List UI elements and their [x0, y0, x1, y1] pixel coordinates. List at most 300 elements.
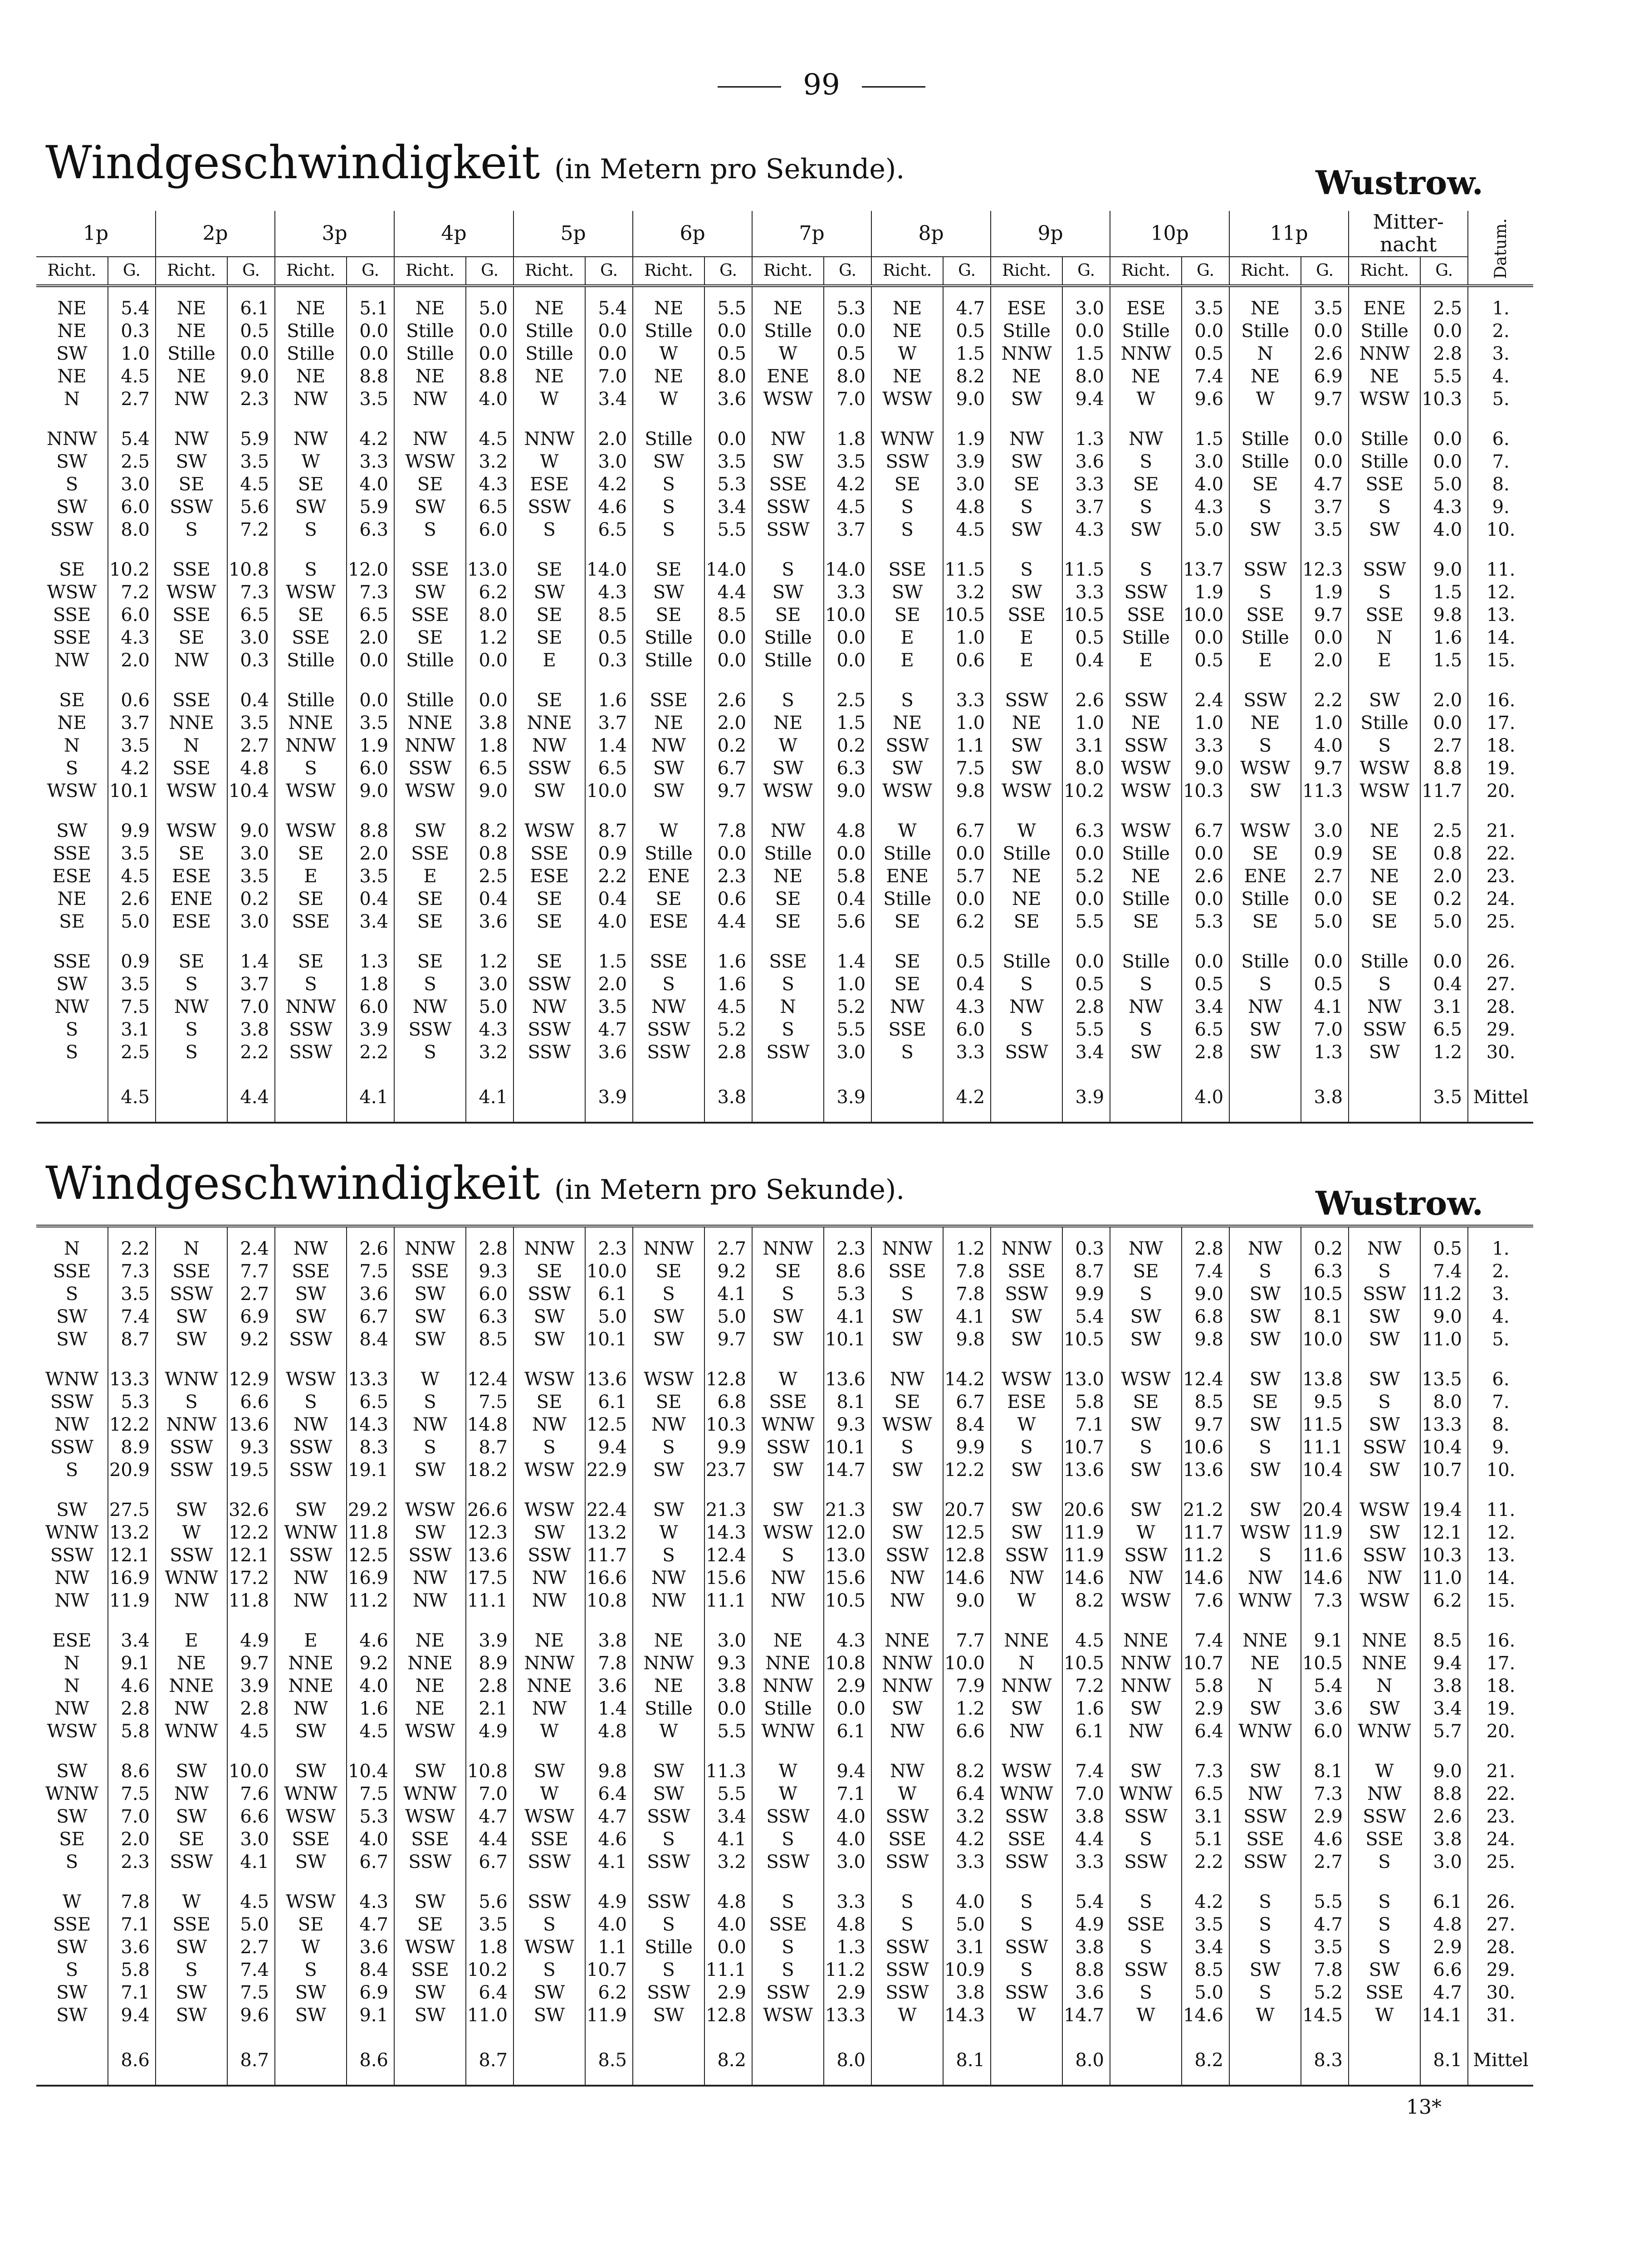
speed-cell: 8.5	[585, 604, 633, 626]
direction-cell: Stille	[275, 689, 347, 712]
speed-cell: 1.6	[1420, 626, 1468, 649]
spacer-cell	[633, 286, 704, 297]
spacer-cell	[1110, 1612, 1182, 1629]
spacer-cell	[1229, 1743, 1301, 1760]
direction-cell: NW	[156, 649, 227, 672]
spacer-cell	[752, 1226, 824, 1237]
speed-cell: 6.4	[1182, 1720, 1229, 1743]
spacer-cell	[1301, 802, 1349, 820]
direction-cell: Stille	[752, 1697, 824, 1720]
speed-cell: 4.3	[466, 1018, 513, 1041]
spacer-cell	[347, 1114, 394, 1123]
direction-cell: SW	[513, 1521, 585, 1544]
speed-cell: 10.5	[1062, 1652, 1110, 1675]
spacer-cell	[347, 672, 394, 689]
speed-cell: 4.8	[824, 820, 871, 842]
speed-cell: 2.8	[227, 1697, 275, 1720]
direction-cell: WSW	[275, 581, 347, 604]
spacer-cell	[585, 541, 633, 558]
day-row	[36, 626, 1533, 649]
speed-cell: 11.2	[347, 1589, 394, 1612]
date-cell: 20.	[1468, 780, 1533, 802]
date-cell: 8.	[1468, 1413, 1533, 1436]
speed-cell: 4.1	[824, 1305, 871, 1328]
direction-cell: NE	[991, 888, 1062, 910]
direction-cell: SSW	[1110, 1851, 1182, 1873]
direction-cell: NW	[871, 1567, 943, 1589]
speed-cell: 3.5	[1301, 518, 1349, 541]
direction-cell: NW	[1349, 1567, 1420, 1589]
direction-cell: SW	[633, 780, 704, 802]
speed-cell: 14.7	[1062, 2004, 1110, 2027]
direction-cell: NE	[57, 889, 87, 909]
speed-cell: 8.4	[347, 1328, 394, 1351]
direction-cell: S	[752, 1959, 824, 1981]
direction-cell: WSW	[871, 1413, 943, 1436]
direction-cell: SW	[1349, 518, 1420, 541]
speed-cell: 5.5	[704, 297, 752, 320]
direction-cell: SSE	[1349, 1828, 1420, 1851]
date-cell: 23.	[1468, 1805, 1533, 1828]
speed-cell: 5.3	[108, 1391, 156, 1413]
direction-cell: NE	[633, 1629, 704, 1652]
spacer-cell	[943, 1873, 991, 1891]
day-row	[36, 1041, 1533, 1064]
spacer-cell	[36, 802, 108, 820]
direction-cell: W	[752, 1783, 824, 1805]
day-row	[36, 973, 1533, 996]
spacer-cell	[1110, 672, 1182, 689]
spacer-cell	[943, 1743, 991, 1760]
direction-cell: NW	[513, 1567, 585, 1589]
direction-cell: SW	[156, 450, 227, 473]
richt-header: Richt.	[275, 257, 347, 286]
spacer-cell	[275, 1351, 347, 1368]
direction-cell: Stille	[752, 842, 824, 865]
speed-cell: 7.1	[824, 1783, 871, 1805]
speed-cell: 12.1	[108, 1544, 156, 1567]
date-cell: 9.	[1468, 496, 1533, 518]
speed-cell: 6.0	[466, 1283, 513, 1305]
speed-cell: 2.7	[1420, 734, 1468, 757]
direction-cell: S	[1349, 1851, 1420, 1873]
spacer-cell	[466, 411, 513, 428]
speed-cell: 5.1	[347, 297, 394, 320]
direction-cell: SE	[59, 690, 85, 711]
direction-cell: SW	[394, 1760, 466, 1783]
mean-blank-cell	[991, 2044, 1062, 2077]
speed-cell: 2.5	[824, 689, 871, 712]
direction-cell: WSW	[1110, 757, 1182, 780]
mean-blank-cell	[513, 1081, 585, 1114]
spacer-cell	[991, 933, 1062, 950]
direction-cell: NW	[871, 996, 943, 1018]
spacer-cell	[943, 802, 991, 820]
spacer-cell	[108, 2077, 156, 2086]
direction-cell: SE	[1229, 910, 1301, 933]
spacer-cell	[1062, 286, 1110, 297]
direction-cell: SSW	[991, 1041, 1062, 1064]
direction-cell: SW	[56, 1761, 88, 1782]
speed-cell: 9.4	[108, 2004, 156, 2027]
speed-cell: 4.5	[466, 428, 513, 450]
speed-cell: 6.0	[108, 604, 156, 626]
speed-cell: 5.8	[108, 1720, 156, 1743]
speed-cell: 7.8	[1301, 1959, 1349, 1981]
speed-cell: 9.1	[347, 2004, 394, 2027]
speed-cell: 13.7	[1182, 558, 1229, 581]
spacer-cell	[871, 1226, 943, 1237]
speed-cell: 11.9	[1062, 1521, 1110, 1544]
speed-cell: 5.0	[1420, 473, 1468, 496]
speed-cell: 9.6	[227, 2004, 275, 2027]
mean-blank-cell	[1229, 2044, 1301, 2077]
speed-cell: 10.0	[824, 604, 871, 626]
speed-cell: 0.6	[108, 689, 156, 712]
spacer-cell	[943, 672, 991, 689]
spacer-cell	[108, 802, 156, 820]
direction-cell: S	[275, 757, 347, 780]
speed-cell: 0.0	[1301, 950, 1349, 973]
direction-cell: SSE	[275, 626, 347, 649]
speed-cell: 5.4	[1301, 1675, 1349, 1697]
direction-cell: SE	[871, 473, 943, 496]
spacer-cell	[1468, 1351, 1533, 1368]
direction-cell: NW	[54, 1414, 89, 1435]
spacer-cell	[1468, 1114, 1533, 1123]
direction-cell: SSW	[1349, 558, 1420, 581]
direction-cell: NW	[633, 1589, 704, 1612]
spacer-cell	[156, 1481, 227, 1499]
speed-cell: 9.3	[704, 1652, 752, 1675]
speed-cell: 4.0	[585, 1913, 633, 1936]
spacer-cell	[943, 933, 991, 950]
direction-cell: S	[156, 1391, 227, 1413]
date-cell: 29.	[1468, 1959, 1533, 1981]
end-rule-row	[36, 2077, 1533, 2086]
spacer-cell	[1110, 411, 1182, 428]
direction-cell: SE	[633, 1260, 704, 1283]
direction-cell: WSW	[1110, 1368, 1182, 1391]
direction-cell: SSW	[633, 1805, 704, 1828]
speed-cell: 4.0	[943, 1891, 991, 1913]
speed-cell: 3.5	[1301, 1936, 1349, 1959]
direction-cell: SE	[752, 604, 824, 626]
spacer-cell	[1420, 286, 1468, 297]
spacer-cell	[871, 1743, 943, 1760]
mean-blank-cell	[1110, 2044, 1182, 2077]
speed-cell: 9.2	[227, 1328, 275, 1351]
spacer-cell	[1229, 1064, 1301, 1081]
day-row	[36, 1368, 1533, 1391]
direction-cell: NW	[1349, 1783, 1420, 1805]
spacer-cell	[1062, 802, 1110, 820]
spacer-cell	[1468, 1612, 1533, 1629]
speed-cell: 8.5	[466, 1328, 513, 1351]
spacer-cell	[824, 1114, 871, 1123]
spacer-cell	[752, 672, 824, 689]
direction-cell: Stille	[1229, 320, 1301, 342]
day-row	[36, 1697, 1533, 1720]
spacer-cell	[227, 1351, 275, 1368]
direction-cell: NNW	[991, 342, 1062, 365]
spacer-cell	[108, 2027, 156, 2044]
speed-cell: 3.6	[347, 1283, 394, 1305]
spacer-cell	[943, 1226, 991, 1237]
direction-cell: S	[991, 1891, 1062, 1913]
direction-cell: SW	[394, 1305, 466, 1328]
spacer-cell	[704, 1612, 752, 1629]
direction-cell: S	[65, 1960, 78, 1980]
day-row	[36, 450, 1533, 473]
speed-cell: 10.4	[1420, 1436, 1468, 1459]
speed-cell: 0.0	[585, 342, 633, 365]
direction-cell: SE	[1349, 888, 1420, 910]
spacer-cell	[108, 933, 156, 950]
speed-cell: 1.0	[1301, 712, 1349, 734]
direction-cell: SW	[513, 1981, 585, 2004]
direction-cell: N	[1229, 1675, 1301, 1697]
direction-cell: W	[1229, 388, 1301, 411]
spacer-cell	[824, 1351, 871, 1368]
direction-cell: SE	[1349, 842, 1420, 865]
direction-cell: WSW	[1349, 1589, 1420, 1612]
direction-cell: SW	[56, 451, 88, 472]
direction-cell: S	[1110, 1891, 1182, 1913]
direction-cell: S	[871, 689, 943, 712]
g-header: G.	[1182, 257, 1229, 286]
speed-cell: 0.4	[347, 888, 394, 910]
speed-cell: 11.1	[704, 1589, 752, 1612]
spacer-cell	[1182, 802, 1229, 820]
speed-cell: 0.0	[1420, 428, 1468, 450]
speed-cell: 3.7	[585, 712, 633, 734]
date-cell: 16.	[1468, 1629, 1533, 1652]
direction-cell: NW	[752, 1589, 824, 1612]
date-cell: 1.	[1468, 1237, 1533, 1260]
direction-cell: NW	[633, 734, 704, 757]
direction-cell: NW	[633, 1567, 704, 1589]
speed-cell: 0.0	[704, 649, 752, 672]
spacer-cell	[704, 2077, 752, 2086]
spacer-cell	[1420, 2027, 1468, 2044]
direction-cell: SE	[59, 559, 85, 580]
group-gap-row	[36, 541, 1533, 558]
speed-cell: 3.5	[347, 865, 394, 888]
speed-cell: 6.8	[704, 1391, 752, 1413]
direction-cell: NW	[871, 1589, 943, 1612]
speed-cell: 14.0	[824, 558, 871, 581]
direction-cell: N	[991, 1652, 1062, 1675]
spacer-cell	[1062, 1114, 1110, 1123]
speed-cell: 7.0	[1301, 1018, 1349, 1041]
speed-cell: 6.9	[227, 1305, 275, 1328]
direction-cell: W	[991, 2004, 1062, 2027]
direction-cell: NNE	[275, 1652, 347, 1675]
speed-cell: 4.8	[704, 1891, 752, 1913]
direction-cell: S	[1349, 1260, 1420, 1283]
spacer-cell	[1420, 1743, 1468, 1760]
speed-cell: 2.0	[704, 712, 752, 734]
direction-cell: SW	[56, 974, 88, 995]
speed-cell: 10.8	[824, 1652, 871, 1675]
speed-cell: 12.2	[227, 1521, 275, 1544]
direction-cell: NW	[54, 997, 89, 1017]
spacer-cell	[394, 2027, 466, 2044]
direction-cell: SE	[513, 910, 585, 933]
direction-cell: NNW	[275, 734, 347, 757]
spacer-cell	[156, 1064, 227, 1081]
direction-cell: SSE	[156, 757, 227, 780]
spacer-cell	[1420, 1114, 1468, 1123]
speed-cell: 3.8	[704, 1675, 752, 1697]
date-cell: 14.	[1468, 626, 1533, 649]
spacer-cell	[633, 933, 704, 950]
spacer-cell	[1468, 802, 1533, 820]
direction-cell: SE	[156, 626, 227, 649]
date-cell: 26.	[1468, 1891, 1533, 1913]
speed-cell: 0.5	[1182, 649, 1229, 672]
direction-cell: NW	[394, 388, 466, 411]
date-cell: 7.	[1468, 450, 1533, 473]
direction-cell: SSW	[513, 1891, 585, 1913]
spacer-cell	[752, 541, 824, 558]
spacer-cell	[1420, 672, 1468, 689]
direction-cell: SSW	[991, 1936, 1062, 1959]
speed-cell: 0.0	[824, 842, 871, 865]
spacer-cell	[1182, 411, 1229, 428]
mean-blank-cell	[394, 2044, 466, 2077]
direction-cell: SSW	[871, 1851, 943, 1873]
spacer-cell	[394, 286, 466, 297]
spacer-cell	[1062, 933, 1110, 950]
speed-cell: 3.9	[466, 1629, 513, 1652]
speed-cell: 10.4	[1301, 1459, 1349, 1481]
speed-cell: 0.0	[1062, 950, 1110, 973]
spacer-cell	[752, 286, 824, 297]
group-gap-row	[36, 1873, 1533, 1891]
spacer-cell	[108, 1226, 156, 1237]
direction-cell: NW	[54, 1590, 89, 1611]
speed-cell: 9.4	[824, 1760, 871, 1783]
speed-cell: 3.4	[585, 388, 633, 411]
speed-cell: 12.0	[347, 558, 394, 581]
direction-cell: NNE	[752, 1652, 824, 1675]
speed-cell: 5.0	[943, 1913, 991, 1936]
richt-header: Richt.	[633, 257, 704, 286]
spacer-cell	[991, 1114, 1062, 1123]
direction-cell: SW	[1110, 1697, 1182, 1720]
direction-cell: W	[871, 1783, 943, 1805]
spacer-cell	[227, 672, 275, 689]
direction-cell: SE	[513, 558, 585, 581]
speed-cell: 12.9	[227, 1368, 275, 1391]
direction-cell: SE	[394, 910, 466, 933]
speed-cell: 7.4	[227, 1959, 275, 1981]
direction-cell: SE	[275, 888, 347, 910]
direction-cell: N	[752, 996, 824, 1018]
direction-cell: SSW	[156, 1436, 227, 1459]
direction-cell: E	[991, 649, 1062, 672]
speed-cell: 1.4	[585, 734, 633, 757]
spacer-cell	[943, 1612, 991, 1629]
speed-cell: 5.0	[1182, 518, 1229, 541]
direction-cell: S	[1229, 734, 1301, 757]
day-row	[36, 342, 1533, 365]
speed-cell: 10.7	[1182, 1652, 1229, 1675]
direction-cell: S	[1110, 1283, 1182, 1305]
direction-cell: SSW	[275, 1436, 347, 1459]
direction-cell: WSW	[1229, 757, 1301, 780]
direction-cell: E	[1229, 649, 1301, 672]
speed-cell: 4.0	[1301, 734, 1349, 757]
speed-cell: 15.6	[704, 1567, 752, 1589]
speed-cell: 8.8	[466, 365, 513, 388]
direction-cell: SW	[871, 1328, 943, 1351]
spacer-cell	[1110, 2077, 1182, 2086]
direction-cell: W	[513, 388, 585, 411]
direction-cell: SSW	[991, 1544, 1062, 1567]
direction-cell: WNW	[45, 1784, 99, 1804]
direction-cell: S	[65, 1019, 78, 1040]
direction-cell: SW	[56, 1982, 88, 2003]
speed-cell: 2.5	[1420, 820, 1468, 842]
direction-cell: SW	[752, 1328, 824, 1351]
speed-cell: 6.2	[466, 581, 513, 604]
direction-cell: NNE	[1349, 1629, 1420, 1652]
mean-value-cell: 8.5	[585, 2044, 633, 2077]
mean-blank-cell	[633, 1081, 704, 1114]
direction-cell: NE	[156, 1652, 227, 1675]
speed-cell: 12.2	[943, 1459, 991, 1481]
speed-cell: 0.0	[1420, 450, 1468, 473]
date-cell: 25.	[1468, 910, 1533, 933]
direction-cell: SW	[1349, 1328, 1420, 1351]
speed-cell: 6.5	[1420, 1018, 1468, 1041]
speed-cell: 19.1	[347, 1459, 394, 1481]
speed-cell: 0.0	[227, 342, 275, 365]
direction-cell: E	[871, 649, 943, 672]
direction-cell: SSE	[394, 558, 466, 581]
direction-cell: S	[65, 758, 78, 779]
spacer-cell	[1420, 1481, 1468, 1499]
speed-cell: 4.9	[466, 1720, 513, 1743]
day-row	[36, 581, 1533, 604]
speed-cell: 0.9	[585, 842, 633, 865]
direction-cell: SW	[871, 1521, 943, 1544]
speed-cell: 6.6	[943, 1720, 991, 1743]
spacer-cell	[1301, 1114, 1349, 1123]
speed-cell: 2.0	[1420, 865, 1468, 888]
speed-cell: 3.4	[108, 1629, 156, 1652]
spacer-cell	[1468, 1873, 1533, 1891]
direction-cell: SW	[56, 1306, 88, 1327]
speed-cell: 11.7	[1420, 780, 1468, 802]
speed-cell: 10.8	[227, 558, 275, 581]
mean-blank-cell	[36, 2044, 108, 2077]
hour-header: 10p	[1110, 211, 1229, 257]
direction-cell: SSW	[1349, 1436, 1420, 1459]
direction-cell: SW	[1110, 1305, 1182, 1328]
direction-cell: SW	[56, 2005, 88, 2026]
speed-cell: 5.6	[824, 910, 871, 933]
direction-cell: S	[1349, 581, 1420, 604]
spacer-cell	[156, 286, 227, 297]
direction-cell: SW	[394, 2004, 466, 2027]
spacer-cell	[1468, 2027, 1533, 2044]
direction-cell: SSW	[1110, 734, 1182, 757]
direction-cell: SSW	[513, 757, 585, 780]
